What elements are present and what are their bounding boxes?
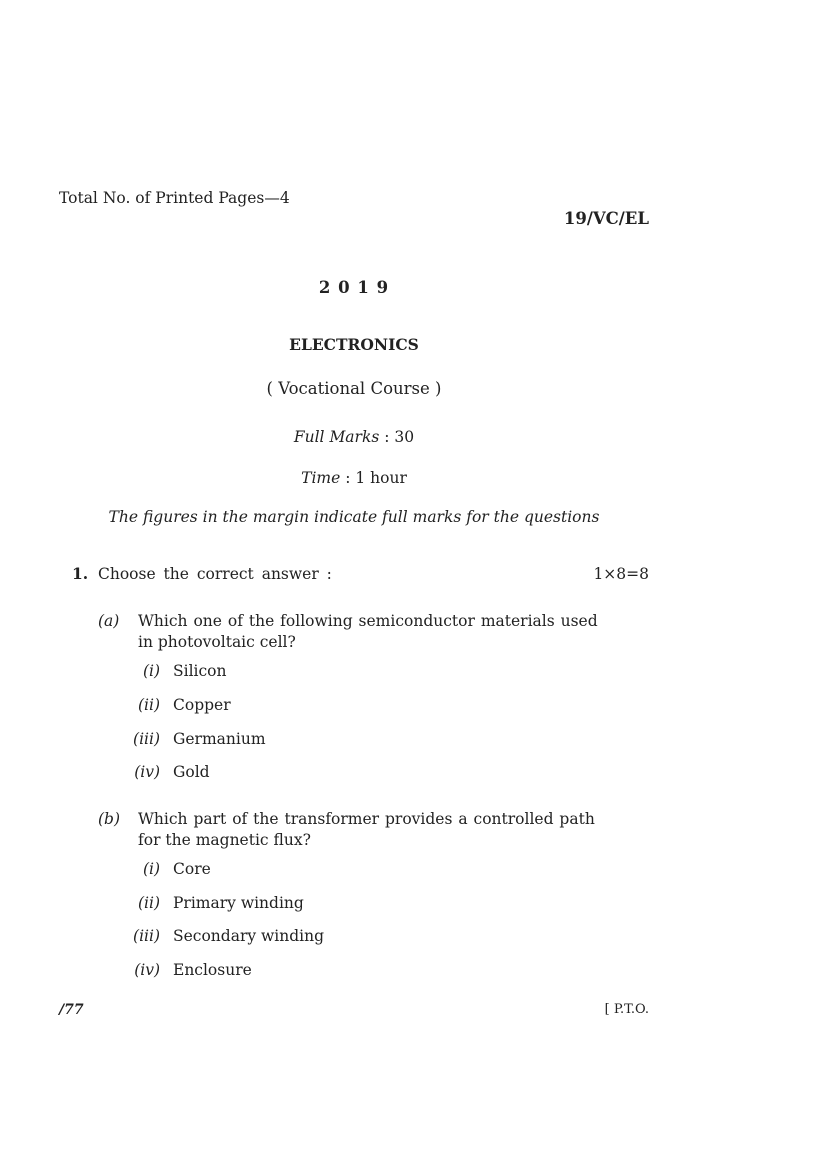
course-name: ( Vocational Course ) xyxy=(266,379,442,398)
part-text: Which part of the transformer provides a controlled path xyxy=(138,810,595,828)
footer-page-code: /77 xyxy=(59,1002,84,1018)
full-marks xyxy=(0,427,708,447)
option-numeral: (ii) xyxy=(137,696,160,714)
printed-pages: Total No. of Printed Pages—4 xyxy=(59,189,290,207)
option-text: Primary winding xyxy=(173,894,304,912)
option-text: Germanium xyxy=(173,730,266,748)
option-numeral: (iv) xyxy=(134,763,160,781)
part-text: Which one of the following semiconductor materials used xyxy=(138,612,598,630)
option-text: Core xyxy=(173,860,211,878)
part-text: for the magnetic flux? xyxy=(138,831,311,849)
option-text: Gold xyxy=(173,763,210,781)
question-marks: 1×8=8 xyxy=(593,565,649,583)
part-label: (a) xyxy=(98,612,120,630)
option-numeral: (ii) xyxy=(137,894,160,912)
time-value: : 1 hour xyxy=(340,469,407,487)
exam-year: 2 0 1 9 xyxy=(318,278,390,297)
option-text: Secondary winding xyxy=(173,927,325,945)
time-label: Time xyxy=(301,469,341,487)
option-numeral: (i) xyxy=(142,860,160,878)
option-numeral: (iii) xyxy=(133,730,160,748)
full-marks-value: : 30 xyxy=(379,428,415,446)
part-text: in photovoltaic cell? xyxy=(138,633,296,651)
option-numeral: (iii) xyxy=(133,927,160,945)
full-marks-label: Full Marks xyxy=(293,428,380,446)
instruction: The figures in the margin indicate full marks for the questions xyxy=(108,508,600,526)
question-number: 1. xyxy=(72,564,89,583)
option-text: Silicon xyxy=(173,662,227,680)
option-text: Enclosure xyxy=(173,961,252,979)
option-text: Copper xyxy=(173,696,231,714)
question-text: Choose the correct answer : xyxy=(98,565,332,583)
option-numeral: (iv) xyxy=(134,961,160,979)
option-numeral: (i) xyxy=(142,662,160,680)
subject-title: ELECTRONICS xyxy=(289,335,419,354)
time-allowed xyxy=(0,468,708,488)
footer-pto: [ P.T.O. xyxy=(604,1002,649,1017)
part-label: (b) xyxy=(98,810,121,828)
paper-code: 19/VC/EL xyxy=(563,209,649,228)
